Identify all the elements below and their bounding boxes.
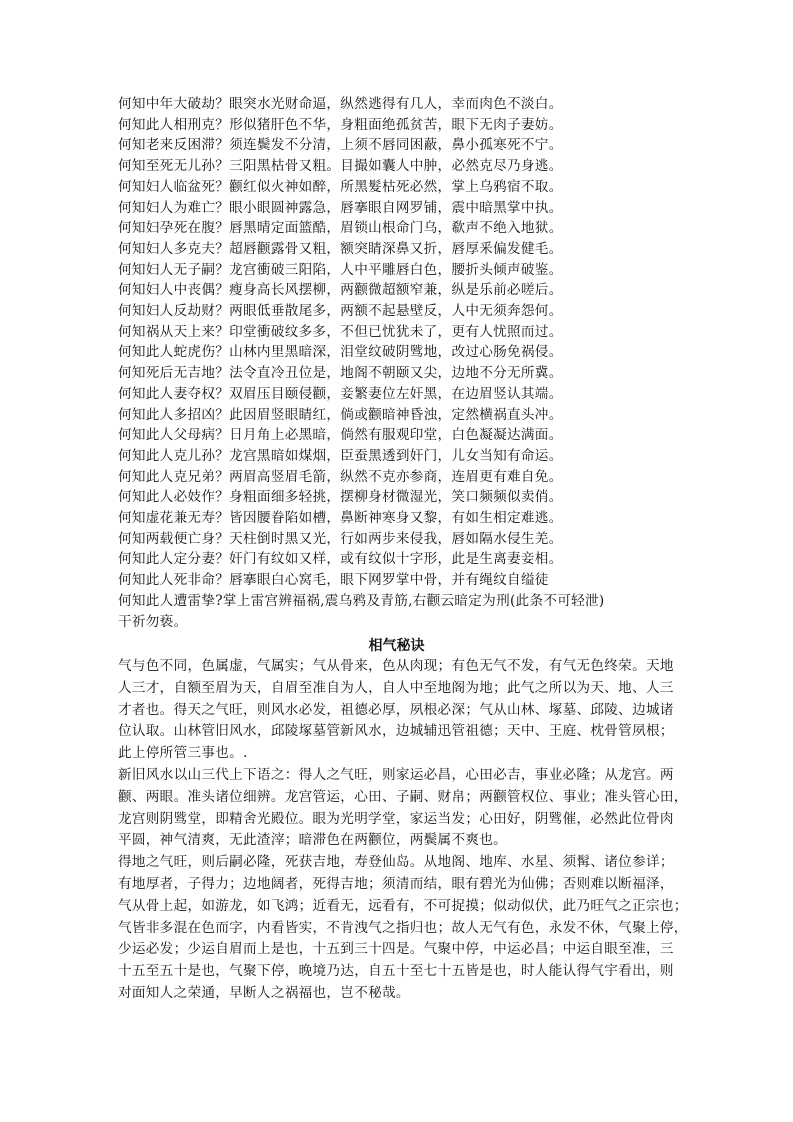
verse-line: 干祈勿亵。: [118, 613, 188, 630]
body-line: 龙宫则阴骘堂，即精舍光殿位。眼为光明学堂，家运当发；心田好，阴骘催，必然此位骨肉: [118, 810, 674, 827]
body-line: 位认取。山林管旧风水，邱陵塚墓管新风水，边城辅迅管祖德；天中、王庭、枕骨管夙根；: [118, 723, 674, 740]
body-line: 平圆，神气清爽，无此渣滓；暗滞色在两颧位，两鬓属不爽也。: [118, 832, 508, 849]
section-body: [118, 656, 688, 1005]
verse-line: 何知老来反困滞？须连鬓发不分清，上须不唇同困蔽，鼻小孤寒死不宁。: [118, 137, 563, 154]
body-line: 十五至五十是也，气聚下停，晚境乃达，自五十至七十五皆是也，时人能认得气宇看出，则: [118, 963, 674, 980]
body-line: 有地厚者，子得力；边地阔者，死得吉地；须清而结，眼有碧光为仙佛；否则难以断福泽，: [118, 875, 674, 892]
verse-line: 何知死后无吉地？法令直冷丑位是，地阁不朝颐又尖，边地不分无所冀。: [118, 365, 563, 382]
verse-line: 何知中年大破劫？眼突水光财命逼，纵然逃得有几人，幸而肉色不淡白。: [118, 96, 563, 112]
verse-line: 何知妇孕死在腹？唇黑晴定面篮酷，眉锁山根命门乌，欷声不绝入地狱。: [118, 220, 563, 237]
verse-line: 何知此人妻夺权？双眉压目颐侵颧，妾繁妻位左奸黑，在边眉竖认其端。: [118, 385, 563, 402]
body-line: 得地之气旺，则后嗣必隆，死获吉地，寿登仙岛。从地阁、地库、水星、须髯、诸位参详；: [118, 854, 674, 871]
verse-line: 何知此人定分妻？奸门有纹如又样，或有纹似十字形，此是生离妻妾相。: [118, 551, 563, 568]
body-line: 才者也。得天之气旺，则风水必发，祖德必厚，夙根必深；气从山林、塚墓、邱陵、边城诸: [118, 701, 674, 718]
verse-line: 何知妇人中丧偶？瘦身高长风摆柳，两颧微超额窄兼，纵是乐前必嗟后。: [118, 282, 563, 299]
verse-line: 何知至死无儿孙？三阳黑枯骨又粗。目撮如囊人中肿，必然克尽乃身逃。: [118, 158, 563, 175]
verse-line: 何知妇人反劫财？两眼低垂散尾多，两额不起悬壁反，人中无须奔怨何。: [118, 303, 563, 320]
body-line: 新旧风水以山三代上下语之：得人之气旺，则家运必昌，心田必吉，事业必隆；从龙宫。两: [118, 766, 674, 783]
section-title: 相气秘诀: [368, 638, 425, 654]
verse-line: 何知此人克兄弟？两眉高竖眉毛箭，纵然不克亦参商，连眉更有难自免。: [118, 468, 563, 485]
verse-list: [118, 94, 678, 632]
verse-line: 何知此人相刑克？形似猪肝色不华，身粗面绝孤贫苦，眼下无肉子妻妨。: [118, 116, 563, 133]
verse-line: 何知祸从天上来？印堂衝破纹多多，不但已忧犹未了，更有人忧照而过。: [118, 323, 563, 340]
body-line: 气从骨上起，如游龙，如飞鸿；近看无，远看有，不可捉摸；似动似伏，此乃旺气之正宗也；: [118, 897, 688, 914]
body-line: 气皆非多混在色而字，内看皆实，不肯洩气之指归也；故人无气有色，永发不休，气聚上停，: [118, 919, 688, 936]
verse-line: 何知此人必妓作？身粗面细多轻挑，摆柳身材微湿光，笑口频频似卖俏。: [118, 489, 563, 506]
verse-line: 何知此人克儿孙？龙宫黑暗如煤烟，臣蚕黑透到奸门，儿女当知有命运。: [118, 447, 563, 464]
body-line: 此上停所管三事也。.: [118, 745, 248, 762]
verse-line: 何知此人多招凶？此因眉竖眼睛红，倘或颧暗神昏浊，定然横祸直头冲。: [118, 406, 563, 423]
verse-line: 何知此人蛇虎伤？山林内里黑暗深，泪堂纹破阴骘地，改过心肠免祸侵。: [118, 344, 563, 361]
verse-line: 何知此人遭雷挚?掌上雷宫辨福祸,震乌鸦及青筋,右颧云暗定为刑(此条不可轻泄): [118, 592, 605, 609]
verse-line: 何知妇人临盆死？颧红似火神如醉，所黑髮枯死必然，掌上乌鸦宿不取。: [118, 178, 563, 195]
body-line: 少运必发；少运自眉而上是也，十五到三十四是。气聚中停，中运必昌；中运自眼至准，三: [118, 941, 674, 958]
verse-line: 何知妇人为难亡？眼小眼圆神露急，唇搴眼自网罗铺，震中暗黑掌中执。: [118, 199, 563, 216]
verse-line: 何知妇人多克夫？超唇颧露骨又粗，额突睛深鼻又折，唇厚釆偏发健毛。: [118, 240, 563, 257]
verse-line: 何知虚花兼无寿？皆因腰眷陷如槽，鼻断神寒身又黎，有如生相定难逃。: [118, 510, 563, 527]
body-line: 对面知人之荣通，早断人之祸福也，岂不秘哉。: [118, 984, 410, 1001]
verse-line: 何知两载便亡身？天柱倒时黑又光，行如两步来侵我，唇如隔水侵生羌。: [118, 530, 563, 547]
body-line: 气与色不同，色属虚，气属实；气从骨来，色从肉现；有色无气不发，有气无色终荣。天地: [118, 658, 674, 674]
body-line: 颧、两眼。准头诸位细辨。龙宫管运，心田、子嗣、财帛；两颧管权位、事业；准头管心田，: [118, 788, 688, 805]
verse-line: 何知此人死非命？唇搴眼白心窝毛，眼下网罗掌中骨，并有绳纹自缢徒: [118, 572, 549, 589]
verse-line: 何知此人父母病？日月角上必黑暗，倘然有服观印堂，白色凝凝达满面。: [118, 427, 563, 444]
body-line: 人三才，自额至眉为天，自眉至准自为人，自人中至地阁为地；此气之所以为天、地、人三: [118, 679, 674, 696]
verse-line: 何知妇人无子嗣？龙宫衝破三阳陷，人中平雕唇白色，腰折头倾声破鉴。: [118, 261, 563, 278]
